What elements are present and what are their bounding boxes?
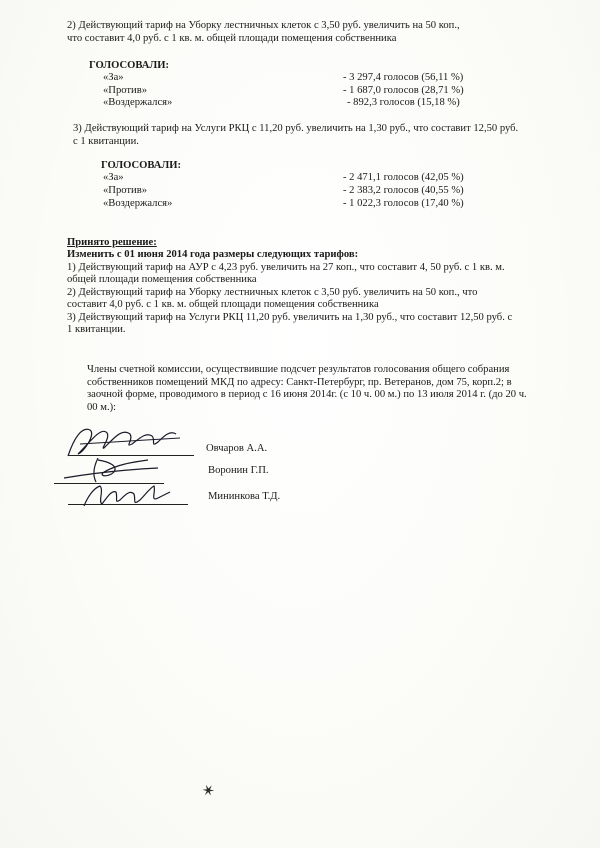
decision-item3-line1: 3) Действующий тариф на Услуги РКЦ 11,20 руб. увеличить на 1,30 руб., что составит 12,50 руб. с: [67, 312, 513, 323]
decision-item2-line2: составит 4,0 руб. с 1 кв. м. общей площади помещения собственника: [67, 299, 379, 310]
vote2-label-abstain: «Воздержался»: [103, 97, 173, 108]
vote3-heading: ГОЛОСОВАЛИ:: [101, 160, 182, 171]
decision-item1-line2: общей площади помещения собственника: [67, 274, 257, 285]
vote2-heading: ГОЛОСОВАЛИ:: [89, 60, 170, 71]
vote3-result-against: - 2 383,2 голосов (40,55 %): [343, 185, 464, 196]
vote3-label-abstain: «Воздержался»: [103, 198, 173, 209]
vote2-label-against: «Против»: [103, 85, 147, 96]
decision-item2-line1: 2) Действующий тариф на Уборку лестничных клеток с 3,50 руб. увеличить на 50 коп., что: [67, 287, 478, 298]
decision-item1-line1: 1) Действующий тариф на АУР с 4,23 руб. увеличить на 27 коп., что составит 4, 50 руб. с 1 кв. м.: [67, 262, 505, 273]
vote2-result-for: - 3 297,4 голосов (56,11 %): [343, 72, 464, 83]
vote3-result-abstain: - 1 022,3 голосов (17,40 %): [343, 198, 464, 209]
commission-line3: заочной форме, проводимого в период с 16 июня 2014г. (с 10 ч. 00 м.) по 13 июля 2014 г. (до 20 ч.: [87, 389, 527, 400]
stray-pen-mark: ✶: [199, 780, 219, 802]
signature-mininkova: [70, 478, 180, 512]
decision-subheading: Изменить с 01 июня 2014 года размеры следующих тарифов:: [67, 249, 359, 260]
signatory-name-3: Мининкова Т.Д.: [208, 491, 281, 502]
vote2-label-for: «За»: [103, 72, 124, 83]
vote2-result-abstain: - 892,3 голосов (15,18 %): [347, 97, 460, 108]
signature-line-3: [68, 504, 188, 505]
item3-line1: 3) Действующий тариф на Услуги РКЦ с 11,20 руб. увеличить на 1,30 руб., что составит 12,50 руб.: [73, 123, 519, 134]
commission-line4: 00 м.):: [87, 402, 117, 413]
item2-line1: 2) Действующий тариф на Уборку лестничных клеток с 3,50 руб. увеличить на 50 коп.,: [67, 20, 460, 31]
decision-heading: Принято решение:: [67, 237, 157, 248]
signatory-name-1: Овчаров А.А.: [206, 443, 268, 454]
vote3-label-against: «Против»: [103, 185, 147, 196]
decision-item3-line2: 1 квитанции.: [67, 324, 126, 335]
commission-line1: Члены счетной комиссии, осуществившие подсчет результатов голосования общего собрания: [87, 364, 510, 375]
vote2-result-against: - 1 687,0 голосов (28,71 %): [343, 85, 464, 96]
item2-line2: что составит 4,0 руб. с 1 кв. м. общей площади помещения собственника: [67, 33, 397, 44]
commission-line2: собственников помещений МКД по адресу: Санкт-Петербург, пр. Ветеранов, дом 75, корп.2; в: [87, 377, 512, 388]
signatory-name-2: Воронин Г.П.: [208, 465, 269, 476]
vote3-label-for: «За»: [103, 172, 124, 183]
item3-line2: с 1 квитанции.: [73, 136, 139, 147]
vote3-result-for: - 2 471,1 голосов (42,05 %): [343, 172, 464, 183]
